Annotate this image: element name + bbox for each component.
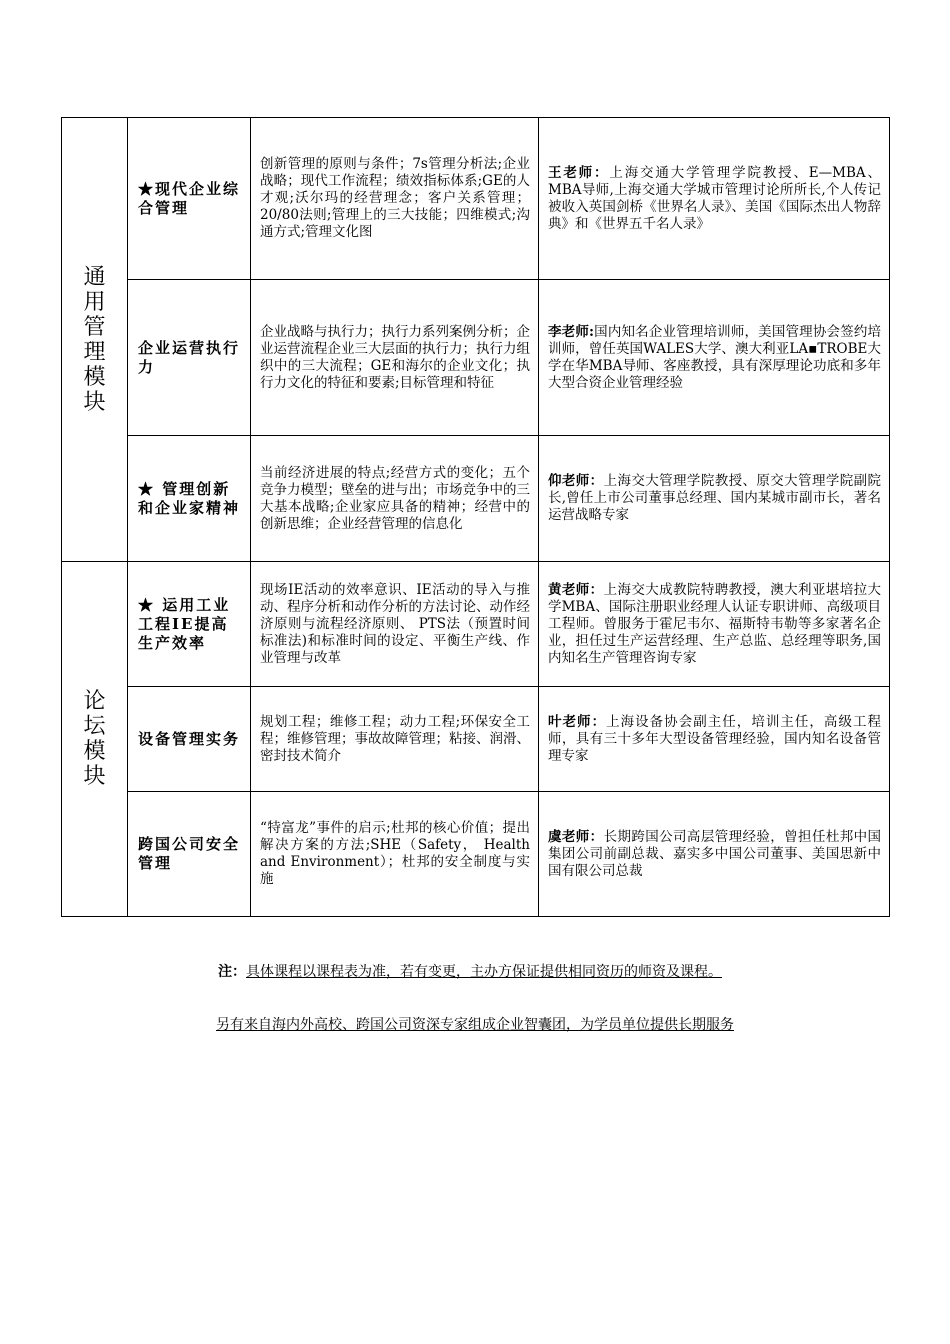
teacher-cell bbox=[539, 118, 890, 280]
topic-cell: ★现代企业综合管理 bbox=[128, 118, 251, 280]
note-label: 注： bbox=[218, 964, 246, 980]
teacher-description: 国内知名企业管理培训师，美国管理协会签约培训师，曾任英国WALES大学、澳大利亚LA▪TROBE大学在华MBA导师、客座教授，具有深厚理论功底和多年大型合资企业管理经验 bbox=[548, 323, 882, 391]
teacher-name: 仰老师： bbox=[548, 473, 604, 489]
content-cell: 企业战略与执行力；执行力系列案例分析；企业运营流程企业三大层面的执行力；执行力组织中的三大流程；GE和海尔的企业文化；执行力文化的特征和要素;目标管理和特征 bbox=[251, 280, 539, 436]
table-row bbox=[62, 436, 890, 562]
teacher-cell bbox=[539, 436, 890, 562]
course-table bbox=[61, 117, 890, 917]
teacher-name: 虞老师： bbox=[548, 828, 604, 845]
teacher-name: 黄老师： bbox=[548, 581, 604, 598]
teacher-description: 上海交大管理学院教授、原交大管理学院副院长,曾任上市公司董事总经理、国内某城市副市长，著名运营战略专家 bbox=[548, 473, 882, 523]
module-cell bbox=[62, 118, 128, 562]
topic-cell: 跨国公司安全管理 bbox=[128, 792, 251, 917]
module-name: 论坛模块 bbox=[83, 689, 106, 789]
content-cell: 当前经济进展的特点;经营方式的变化；五个竞争力模型；壁垒的进与出；市场竞争中的三大基本战略;企业家应具备的精神；经营中的创新思维；企业经营管理的信息化 bbox=[251, 436, 539, 562]
footer-note: 另有来自海内外高校、跨国公司资深专家组成企业智囊团，为学员单位提供长期服务 bbox=[216, 1017, 734, 1033]
topic-cell: 企业运营执行力 bbox=[128, 280, 251, 436]
content-cell: 规划工程；维修工程；动力工程;环保安全工程；维修管理；事故故障管理；粘接、润滑、密封技术简介 bbox=[251, 687, 539, 792]
topic-cell: ★ 运用工业工程IE提高生产效率 bbox=[128, 562, 251, 687]
course-note bbox=[0, 962, 950, 982]
note-text: 具体课程以课程表为准，若有变更，主办方保证提供相同资历的师资及课程。 bbox=[246, 964, 722, 980]
teacher-description: 长期跨国公司高层管理经验，曾担任杜邦中国集团公司前副总裁、嘉实多中国公司董事、美国思新中国有限公司总裁 bbox=[548, 828, 882, 879]
content-cell: 创新管理的原则与条件；7s管理分析法;企业战略；现代工作流程；绩效指标体系;GE的人才观;沃尔玛的经营理念；客户关系管理；20/80法则;管理上的三大技能；四维模式;沟通方式;管理文化图 bbox=[251, 118, 539, 280]
teacher-description: 上海交通大学管理学院教授、E—MBA、MBA导师,上海交通大学城市管理讨论所所长,个人传记被收入英国剑桥《世界名人录》、美国《国际杰出人物辞典》和《世界五千名人录》 bbox=[548, 164, 881, 232]
topic-cell: 设备管理实务 bbox=[128, 687, 251, 792]
teacher-description: 上海交大成教院特聘教授，澳大利亚堪培拉大学MBA、国际注册职业经理人认证专职讲师、高级项目工程师。曾服务于霍尼韦尔、福斯特韦勒等多家著名企业，担任过生产运营经理、生产总监、总经理等职务,国内知名生产管理咨询专家 bbox=[548, 581, 882, 666]
module-cell bbox=[62, 562, 128, 917]
table-row bbox=[62, 562, 890, 687]
teacher-cell bbox=[539, 562, 890, 687]
teacher-cell bbox=[539, 687, 890, 792]
teacher-name: 叶老师： bbox=[548, 713, 607, 730]
teacher-cell bbox=[539, 280, 890, 436]
teacher-name: 王老师： bbox=[548, 164, 610, 181]
teacher-description: 上海设备协会副主任，培训主任，高级工程师，具有三十多年大型设备管理经验，国内知名设备管理专家 bbox=[548, 713, 882, 764]
content-cell: “特富龙”事件的启示;杜邦的核心价值；提出解决方案的方法;SHE（Safety， Health and Environment）；杜邦的安全制度与实施 bbox=[251, 792, 539, 917]
content-cell: 现场IE活动的效率意识、IE活动的导入与推动、程序分析和动作分析的方法讨论、动作经济原则与流程经济原则、 PTS法（预置时间标准法)和标准时间的设定、平衡生产线、作业管理与改革 bbox=[251, 562, 539, 687]
topic-cell: ★ 管理创新和企业家精神 bbox=[128, 436, 251, 562]
module-name: 通用管理模块 bbox=[83, 264, 106, 415]
table-row bbox=[62, 792, 890, 917]
teacher-name: 李老师: bbox=[548, 323, 594, 340]
table-row bbox=[62, 280, 890, 436]
table-row bbox=[62, 687, 890, 792]
teacher-cell bbox=[539, 792, 890, 917]
table-row bbox=[62, 118, 890, 280]
